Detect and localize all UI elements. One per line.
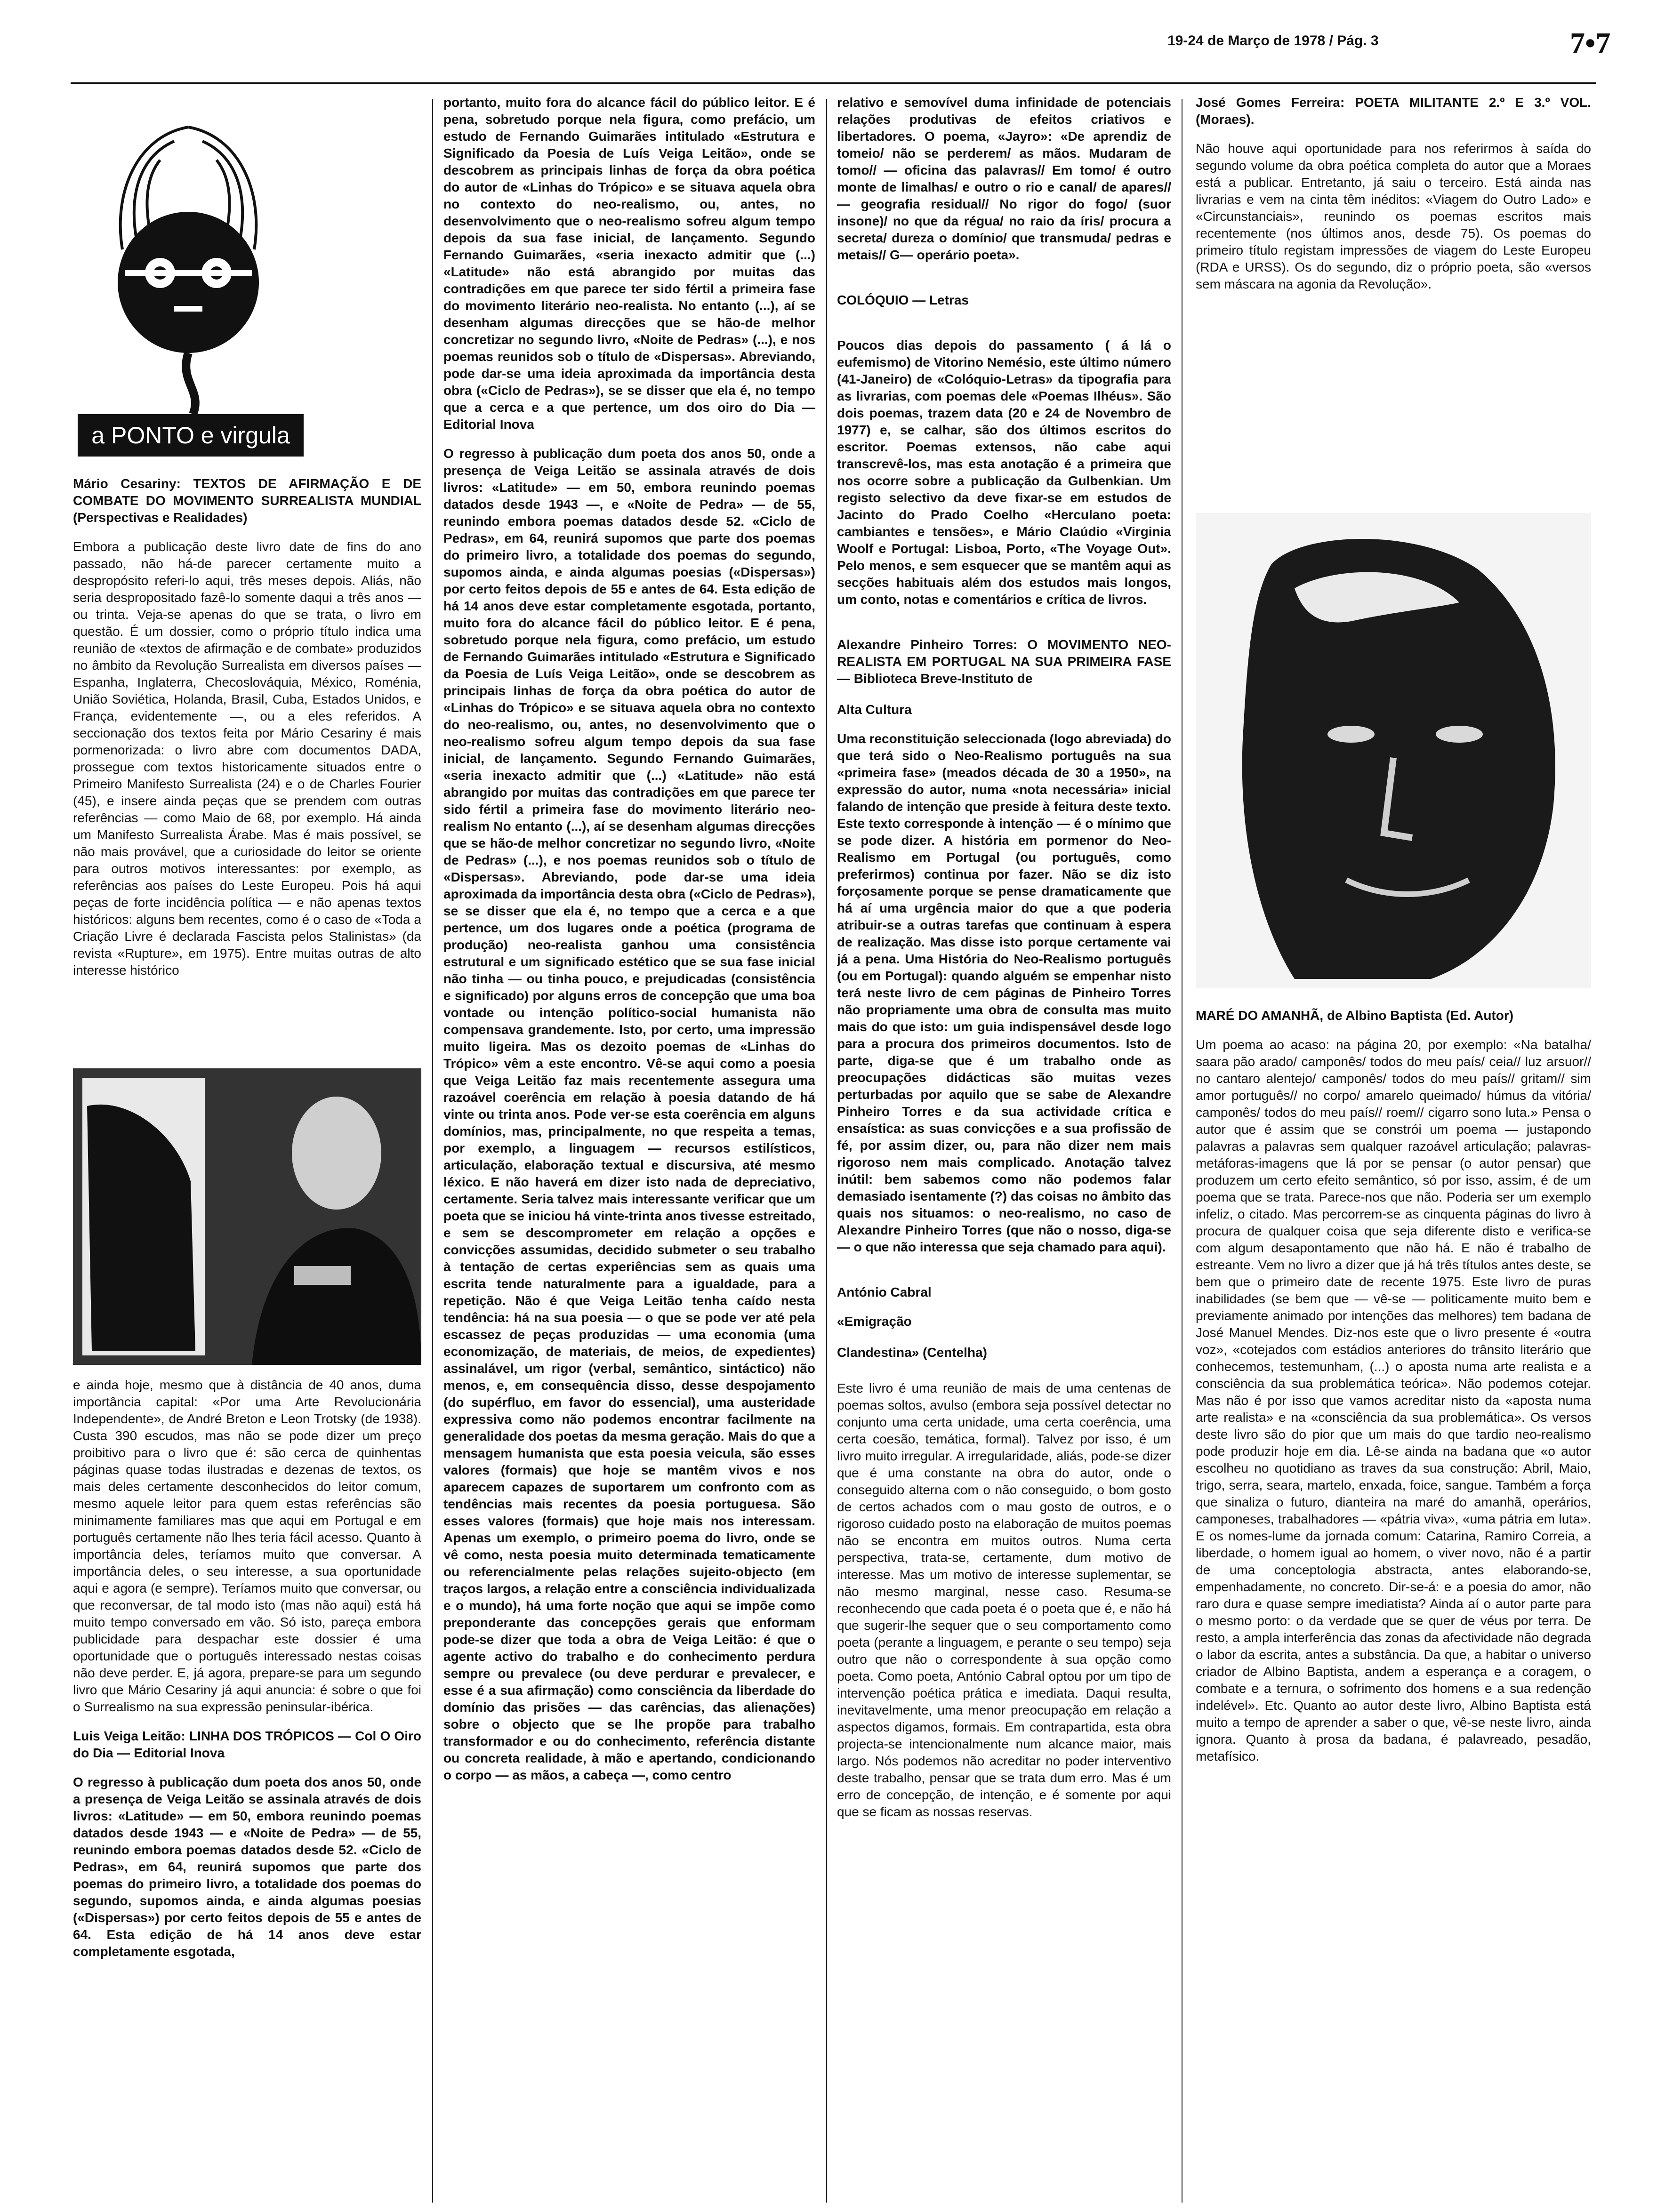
article-title: Clandestina» (Centelha) [837,1345,987,1360]
column-1-continued [73,1377,421,2200]
column-4 [1196,94,1591,508]
article-author: António Cabral [837,1285,932,1299]
article-paragraph: Uma reconstituição seleccionada (logo abreviada) do que terá sido o Neo-Realismo português na sua «primeira fase» (meados década de 30 a 1950», na expressão do autor, numa «nota necessária» inicial falando de intenção que preside à feitura deste texto. Este texto corresponde à intenção — é o mínimo que se pode dizer. A história em pormenor do Neo-Realismo em Portugal (ou português, como preferirmos) continua por fazer. Não se diz isto forçosamente porque se pense dramaticamente que há aí uma urgência maior do que a que poderia atribuir-se a outras tarefas que continuam à espera de realização. Mas disse isto porque certamente vai já a pena. Uma História do Neo-Realismo português (ou em Portugal): quando alguém se empenhar nisto terá neste livro de cem páginas de Pinheiro Torres não propriamente uma obra de consulta mas muito mais do que isto: um guia indispensável desde logo para a procura dos primeiros documentos. Isto de parte, diga-se que é um trabalho onde as preocupações didácticas são muitas vezes perturbadas por aquilo que se sabe de Alexandre Pinheiro Torres e da sua actividade crítica e ensaística: as suas convicções e a sua profissão de fé, por assim dizer, ou, para não dizer nem mais rigoroso nem mais complicado. Anotação talvez inútil: bem sabemos como não podemos falar demasiado isentamente (?) das coisas no âmbito das quais nos situamos: o neo-realismo, no caso de Alexandre Pinheiro Torres (que não o nosso, diga-se — o que não interessa que seja chamado para aqui). [837,731,1171,1254]
brand-logo: 7•7 [1570,26,1611,60]
page-date: 19-24 de Março de 1978 / Pág. 3 [1167,33,1379,48]
article-title: Alexandre Pinheiro Torres: O MOVIMENTO NEO-REALISTA EM PORTUGAL NA SUA PRIMEIRA FASE — Biblioteca Breve-Instituto de [837,637,1171,686]
article-paragraph: Poucos dias depois do passamento ( á lá o eufemismo) de Vitorino Nemésio, este último número (41-Janeiro) de «Colóquio-Letras» da tipografia para as livrarias, com poemas dele «Poemas Ilhéus». São dois poemas, trazem data (20 e 24 de Novembro de 1977) e, se calhar, são dos últimos escritos do escritor. Poemas extensos, não cabe aqui transcrevê-los, mas esta anotação é a primeira que nos ocorre sobre a publicação da Gulbenkian. Um registo selectivo da deve fixar-se em estudos de Jacinto do Prado Coelho «Herculano poeta: cambiantes e tensões», e Mário Claúdio «Virginia Woolf e Portugal: Lisboa, Porto, «The Voyage Out». Pelo menos, e sem esquecer que se mantêm aqui as secções habituais além dos estudos mais longos, um conto, notas e comentários e crítica de livros. [837,338,1171,607]
column-3 [837,94,1171,2203]
article-paragraph: relativo e semovível duma infinidade de potenciais relações produtivas de efeitos criativos e libertadores. O poema, «Jayro»: «De aprendiz de tomeio/ não se perderem/ as mãos. Mudaram de tomo// — oficina das palavras// Em tomo/ é outro monte de limalhas/ e outro o rio e canal/ de apares// — geografia residual// No rigor do fogo/ (suor insone)/ no que da régua/ no raio da íris/ procura a secreta/ dureza o domínio/ que transmuda/ pedras e metais// G— operário poeta». [837,95,1171,262]
article-paragraph: Embora a publicação deste livro date de fins do ano passado, não há-de parecer certamente muito a despropósito referi-lo aqui, três meses depois. Aliás, não seria despropositado fazê-lo somente daqui a três anos — ou trinta. Veja-se apenas do que se trata, o livro em questão. É um dossier, como o próprio título indica uma reunião de «textos de afirmação e de combate» produzidos no âmbito da Revolução Surrealista em diversos países — Espanha, Inglaterra, Checoslováquia, México, Roménia, União Soviética, Holanda, Brasil, Cuba, Estados Unidos, e França, evidentemente —, ou a eles referidos. A seccionação dos textos feita por Mário Cesariny é mais pormenorizada: o livro abre com documentos DADA, prossegue com textos historicamente situados entre o Primeiro Manifesto Surrealista (24) e o de Charles Fourier (45), e insere ainda peças que se prendem com outras referências — como Maio de 68, por exemplo. Há ainda um Manifesto Surrealista Árabe. Mas é mais possível, se não mais provável, que a curiosidade do leitor se oriente para outros motivos interessantes: por exemplo, as referências aos países do Leste Europeu. Pois há aqui peças de forte incidência política — e não apenas textos históricos: alguns bem recentes, como é o caso de «Toda a Criação Livre é declarada Fascista pelos Stalinistas» (da revista «Rupture», em 1975). Entre muitas outras de alto interesse histórico [73,539,421,978]
section-logo [80,108,297,428]
article-title: Luis Veiga Leitão: LINHA DOS TRÓPICOS — Col O Oiro do Dia — Editorial Inova [73,1729,421,1760]
column-2 [443,94,815,2203]
article-title: «Emigração [837,1314,912,1329]
article-paragraph: O regresso à publicação dum poeta dos anos 50, onde a presença de Veiga Leitão se assinala através de dois livros: «Latitude» — em 50, embora reunindo poemas datados desde 1943 —, e «Noite de Pedra» — de 55, reunindo embora poemas datados desde 52. «Ciclo de Pedras», em 64, reunirá supomos que parte dos poemas do primeiro livro, a totalidade dos poemas do segundo, supomos ainda, e ainda algumas poesias («Dispersas») por certo feitos depois de 55 e antes de 64. Esta edição de há 14 anos deve estar completamente esgotada, portanto, muito fora do alcance fácil do público leitor. E é pena, sobretudo porque nela figura, como prefácio, um estudo de Fernando Guimarães intitulado «Estrutura e Significado da Poesia de Luís Veiga Leitão», onde se descobrem as principais linhas de força da obra poética do autor de «Linhas do Trópico» e se situava aquela obra no contexto do neo-realismo, ou, antes, no desenvolvimento que o neo-realismo sofreu algum tempo depois da sua fase inicial, de lançamento. Segundo Fernando Guimarães, «seria inexacto admitir que (...) «Latitude» não está abrangido por muitas das contradições em que parece ter sido fértil a primeira fase do movimento literário neo-realism No entanto (...), aí se desenham algumas direcções que se hão-de melhor concretizar no segundo livro, «Noite de Pedras» (...), e nos poemas reunidos sob o título de «Dispersas». Abreviando, pode dar-se uma ideia aproximada da importância desta obra («Ciclo de Pedras»), se se disser que ela é, no tempo que a cerca e a que pertence, um dos lugares onde a poética (programa de produção) neo-realista ganhou uma consistência estrutural e um significado estético que se sua fase inicial não tinha — ou tinha pouco, e prejudicadas (consistência e significado) por alguns erros de concepção que uma boa vontade ou intenção político-social humanista não compensava grandemente. Isto, por certo, uma impressão muito ligeira. Mas os dezoito poemas de «Linhas do Trópico» vêm a este encontro. Vê-se aqui como a poesia que Veiga Leitão faz mais recentemente assegura uma razoável coerência em relação à poesia datando de há vinte ou trinta anos. Pode ver-se esta coerência em alguns domínios, mas, principalmente, no que respeita a temas, por exemplo, a linguagem — recursos estilísticos, articulação, elaboração textual e discursiva, até mesmo léxico. E não haverá em dizer isto nada de depreciativo, certamente. Seria talvez mais interessante verificar que um poeta que se iniciou há vinte-trinta anos tivesse estreitado, e sem se descomprometer em relação a opções e convicções assumidas, decidido submeter o seu trabalho à tentação de certas experiências sem as quais uma escrita tende naturalmente para a igualdade, para a repetição. Não é que Veiga Leitão tenha caído nesta tendência: há na sua poesia — o que se pode ver até pela escassez de peças produzidas — uma economia (uma economização, de materiais, de meios, de expedientes) assinalável, um rigor (verbal, semântico, sintáctico) não menos, e, em consequência disso, desse despojamento (do supérfluo, em favor do essencial), uma austeridade expressiva como não podemos encontrar facilmente na generalidade dos poetas da mesma geração. Mais do que a mensagem humanista que esta poesia veicula, são esses valores (formais) que hoje se mantêm vivos e nos aparecem capazes de suportarem um confronto com as tendências mais recentes da poesia portuguesa. São esses valores (formais) que hoje mais nos interessam. Apenas um exemplo, o primeiro poema do livro, onde se vê como, nesta poesia muito determinada tematicamente ou referencialmente pelas relações sujeito-objecto (em traços largos, a relação entre a consciência individualizada e o mundo), há uma forte noção que aqui se impõe como preponderante das concepções gerais que enformam pode-se dizer que toda a obra de Veiga Leitão: é que o agente activo do trabalho e do conhecimento perdura sempre ou prevalece (ou deve perdurar e prevalecer, e esse é a sua afirmação) como consciência da liberdade do domínio das prisões — das carências, das alienações) sobre o objecto que se lhe propõe para trabalho transformador e ou do conhecimento, referência distante ou concreta realidade, à mão e apertando, condicionando o corpo — as mãos, a cabeça —, como centro [443,446,815,1782]
poet-photo [1196,513,1591,988]
section-banner: a PONTO e virgula [78,414,304,457]
article-paragraph: e ainda hoje, mesmo que à distância de 40 anos, duma importância capital: «Por uma Arte Revolucionária Independente», de André Breton e Leon Trotsky (de 1938). Custa 390 escudos, mas não se pode dizer um preço proibitivo para o livro que é: são cerca de quinhentas páginas quase todas ilustradas e dezenas de textos, os mais deles certamente desconhecidos do leitor comum, mesmo aquele leitor para quem estas referências são minimamente familiares mas que aqui em Portugal e em português certamente não lhes teria fácil acesso. Quanto à importância deles, teríamos muito que conversar. A importância deles, o seu interesse, a sua oportunidade aqui e agora (e sempre). Teríamos muito que conversar, ou que reconversar, de tal modo isto (mas não aqui) está há muito tempo conversado em vão. Só isto, pareça embora publicidade para despachar este dossier é uma oportunidade que o português interessado nestas coisas não deve perder. E, já agora, prepare-se para um segundo livro que Mário Cesariny já aqui anuncia: é sobre o que foi o Surrealismo na sua expressão peninsular-ibérica. [73,1378,421,1714]
article-paragraph: Um poema ao acaso: na página 20, por exemplo: «Na batalha/ saara pão arado/ camponês/ todos do meu país/ ceia// luz arsuor// no cantaro alentejo/ camponês/ todos do meu país// gritam// sim amor português// no corpo/ amarelo queimado/ húmus da vitória/ camponês/ todos do meu país// roem// cigarro sono luta.» Pensa o autor que é assim que se constrói um poema — justapondo palavras a palavras sem qualquer razoável articulação; palavras-metáforas-imagens que lá por se pensar (o autor pensar) que produzem um certo efeito semântico, só por isso, assim, é de um poema que se trata. Parece-nos que não. Poderia ser um exemplo infeliz, o citado. Mas percorrem-se as cinquenta páginas do livro à procura de qualquer coisa que seja diferente disto e verifica-se com algum desapontamento que não há. E não é trabalho de estreante. Vem no livro a dizer que já há três títulos antes deste, se bem que o primeiro date de recente 1975. Este livro de puras inabilidades (se bem que — vê-se — politicamente muito bem e previamente animado por intenções das melhores) tem badana de José Manuel Mendes. Diz-nos este que o livro presente é «outra voz», «cotejados com estádios anteriores do trânsito literário que conhecemos, testemunham, (...) o aposta numa arte realista e a consciência da sua problemática teórica». Não podemos cotejar. Mas não é por isso que vamos acreditar nisto da «aposta numa arte realista» e na «consciência da sua problemática». Os versos deste livro são do pior que um mais do que tardio neo-realismo pode produzir hoje em dia. Lê-se ainda na badana que «o autor escolheu no quotidiano as traves da sua construção: Abril, Maio, trigo, serra, seara, martelo, enxada, foice, sangue. Também a força que sinaliza o futuro, dianteira na maré do amanhã, operários, camponeses, trabalhadores — «pátria viva», «uma pátria em luta». E os nomes-lume da jornada comum: Catarina, Ramiro Correia, a liberdade, o homem igual ao homem, o viver novo, não é a partir de uma conceptologia abstracta, antes elaborando-se, empenhadamente, no concreto. Dir-se-á: e a poesia do amor, não raro dura e quase sempre imediatista? Ainda aí o autor parte para o mesmo porto: o da verdade que se quer de véus por terra. De resto, a ampla interferência das zonas da afectividade não degrada o labor da escrita, antes a substância. Da que, a habitar o universo criador de Albino Baptista, andem a esperança e a coragem, o combate e a ternura, o sofrimento dos homens e a sua redenção indelével». Etc. Quanto ao autor deste livro, Albino Baptista está muito a tempo de aprender a saber o que, vê-se neste livro, ainda ignora. Quanto à prosa da badana, é palavreado, pesadão, metafísico. [1196,1037,1591,1763]
article-title: COLÓQUIO — Letras [837,293,969,307]
article-title: MARÉ DO AMANHÃ, de Albino Baptista (Ed. Autor) [1196,1008,1514,1023]
article-paragraph: Não houve aqui oportunidade para nos referirmos à saída do segundo volume da obra poética completa do autor que a Moraes está a publicar. Entretanto, já saiu o terceiro. Está ainda nas livrarias e vem na cinta têm inéditos: «Viagem do Outro Lado» e «Circunstanciais», reunindo os poemas escritos mais recentemente (nos últimos anos, desde 75). Os poemas do primeiro título registam impressões de viagem do Leste Europeu (RDA e URSS). Os do segundo, diz o próprio poeta, são «versos sem máscara na agonia da Revolução». [1196,141,1591,291]
article-title: José Gomes Ferreira: POETA MILITANTE 2.º E 3.º VOL. (Moraes). [1196,95,1591,127]
article-title: Mário Cesariny: TEXTOS DE AFIRMAÇÃO E DE COMBATE DO MOVIMENTO SURREALISTA MUNDIAL (Perspectivas e Realidades) [73,476,421,525]
article-paragraph: O regresso à publicação dum poeta dos anos 50, onde a presença de Veiga Leitão se assinala através de dois livros: «Latitude» — em 50, embora reunindo poemas datados desde 1943 — e «Noite de Pedra» — de 55, reunindo embora poemas datados desde 52. «Ciclo de Pedras», em 64, reunirá supomos que parte dos poemas do primeiro livro, a totalidade dos poemas do segundo, supomos ainda, e ainda algumas poesias («Dispersas») por certo feitos depois de 55 e antes de 64. Esta edição de há 14 anos deve estar completamente esgotada, [73,1775,421,1959]
article-paragraph: portanto, muito fora do alcance fácil do público leitor. E é pena, sobretudo porque nela figura, como prefácio, um estudo de Fernando Guimarães intitulado «Estrutura e Significado da Poesia de Luís Veiga Leitão», onde se descobrem as principais linhas de força da obra poética do autor de «Linhas do Trópico» e se situava aquela obra no contexto do neo-realismo, ou, antes, no desenvolvimento que o neo-realismo sofreu algum tempo depois da sua fase inicial, de lançamento. Segundo Fernando Guimarães, «seria inexacto admitir que (...) «Latitude» não está abrangido por muitas das contradições em que parece ter sido fértil a primeira fase do movimento literário neo-realista. No entanto (...), aí se desenham algumas direcções que se hão-de melhor concretizar no segundo livro, «Noite de Pedras» (...), e nos poemas reunidos sob o título de «Dispersas». Abreviando, pode dar-se uma ideia aproximada da importância desta obra («Ciclo de Pedras»), se se disser que ela é, no tempo que a cerca e a que pertence, um dos oiro do Dia — Editorial Inova [443,95,815,432]
column-4-continued [1196,1007,1591,2203]
face-icon [80,108,297,428]
column-1 [73,475,421,1068]
article-subtitle: Alta Cultura [837,702,912,717]
article-paragraph: Este livro é uma reunião de mais de uma centenas de poemas soltos, avulso (embora seja possível detectar no conjunto uma certa unidade, uma certa coerência, uma certa coesão, temática, formal). Talvez por isso, é um livro muito irregular. A irregularidade, aliás, pode-se dizer que é uma constante na obra do autor, onde o conseguido alterna com o não conseguido, o bom gosto de certos achados com o mau gosto de outros, e o rigoroso cuidado posto na elaboração de muitos poemas não se encontra em muitos outros. Numa certa perspectiva, trata-se, certamente, dum motivo de interesse. Mas um motivo de interesse suplementar, se não mesmo marginal, nesse caso. Resuma-se reconhecendo que cada poeta é o poeta que é, e não há que sugerir-lhe sequer que o seu comportamento como poeta (perante a linguagem, e perante o seu tempo) seja outro que não o correspondente à sua opção como poeta. Como poeta, António Cabral optou por um tipo de intervenção poética prática e imediata. Daqui resulta, inevitavelmente, uma menor preocupação em relação a aspectos digamos, formais. Em contrapartida, esta obra projecta-se intencionalmente num alcance maior, mais largo. Nós podemos não acreditar no poder interventivo deste trabalho, pensar que se trata dum erro. Mas é um erro de concepção, de intenção, e é somente por aqui que se ficam as nossas reservas. [837,1381,1171,1819]
column-rule [826,99,827,2203]
author-photo [73,1068,421,1365]
column-rule [432,99,433,2203]
top-rule [71,82,1596,84]
